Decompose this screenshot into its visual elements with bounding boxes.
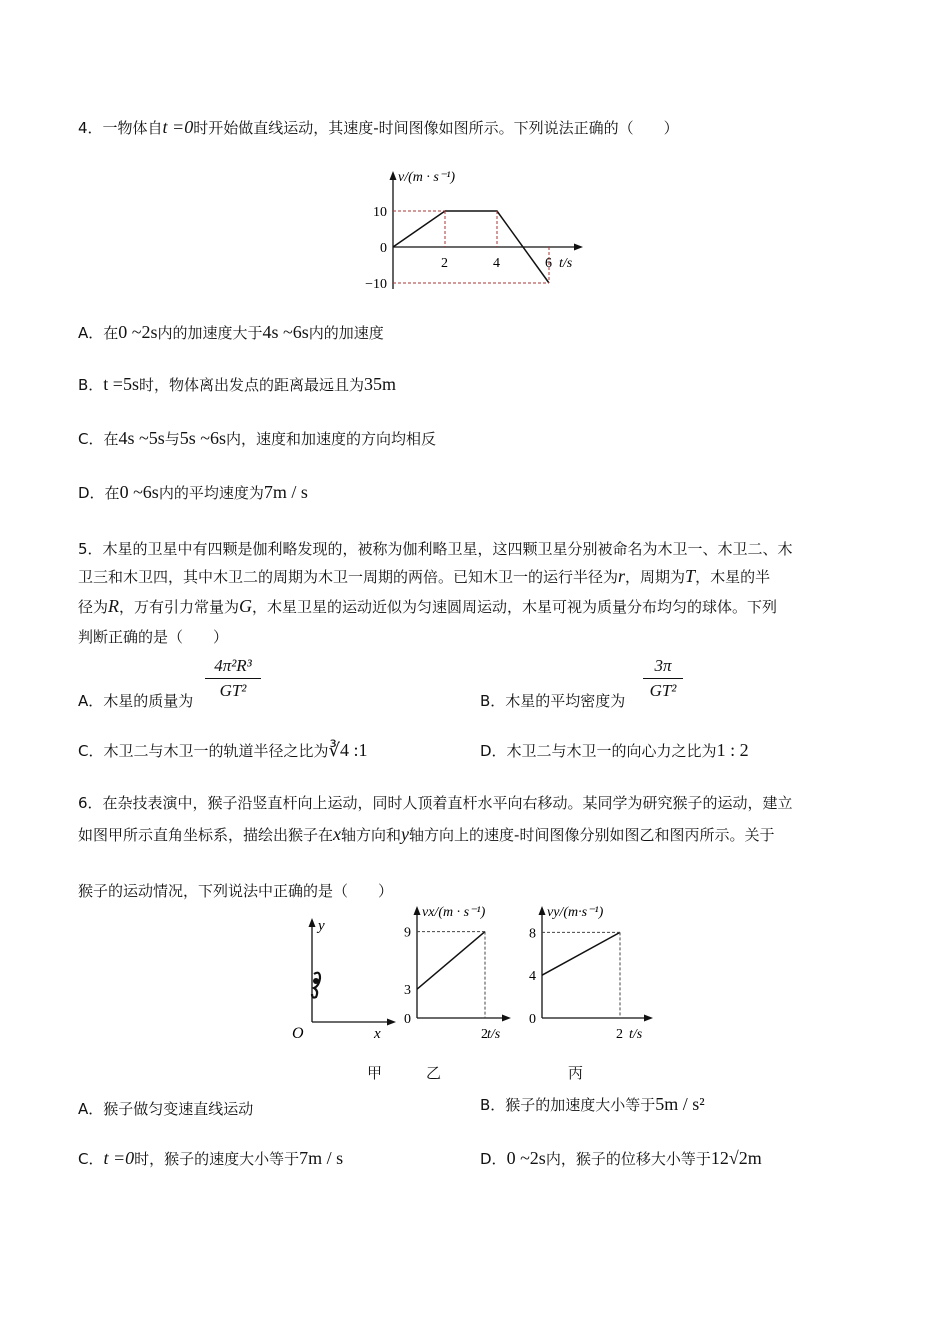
- q5-option-b-fraction: 3π GT²: [643, 656, 683, 701]
- q5-option-c[interactable]: C．木卫二与木卫一的轨道半径之比为∛4 :1: [78, 740, 368, 760]
- jia-y-label: y: [318, 918, 325, 934]
- x-axis-arrow: [502, 1015, 511, 1022]
- x-tick-label: 6: [545, 256, 552, 271]
- q5-line4: 判断正确的是（ ）: [78, 628, 229, 646]
- q4-stem: 4．一物体自t =0时开始做直线运动，其速度-时间图像如图所示。下列说法正确的（ ）: [78, 117, 679, 137]
- q5-line2: 卫三和木卫四，其中木卫二的周期为木卫一周期的两倍。已知木卫一的运行半径为r，周期为T，木星的半: [78, 566, 771, 586]
- q4-option-a[interactable]: A．在0 ~2s内的加速度大于4s ~6s内的加速度: [78, 322, 384, 342]
- q5-option-d[interactable]: D．木卫二与木卫一的向心力之比为1 : 2: [480, 740, 749, 760]
- q6-option-a[interactable]: A．猴子做匀变速直线运动: [78, 1100, 254, 1118]
- q6-line1: 6．在杂技表演中，猴子沿竖直杆向上运动，同时人顶着直杆水平向右移动。某同学为研究猴子的运动，建立: [78, 794, 793, 812]
- q5-line3: 径为R，万有引力常量为G，木星卫星的运动近似为匀速圆周运动，木星可视为质量分布均匀的球体。下列: [78, 596, 778, 616]
- q6-fig-jia: [290, 912, 400, 1042]
- x-tick-label: 2: [441, 256, 448, 271]
- y-tick-label: 0: [404, 1012, 411, 1027]
- y-axis-label: vx/(m · s⁻¹): [422, 905, 486, 920]
- jia-x-label: x: [374, 1026, 381, 1042]
- y-tick-label: 3: [404, 983, 411, 999]
- x-axis-arrow: [644, 1015, 653, 1022]
- caption-yi: 乙: [426, 1064, 442, 1082]
- y-tick-label: −10: [365, 277, 387, 292]
- y-tick-label: 0: [380, 241, 387, 256]
- q6-line2: 如图甲所示直角坐标系，描绘出猴子在x轴方向和y轴方向上的速度-时间图像分别如图乙和图丙所示。关于: [78, 824, 775, 844]
- y-tick-label: 4: [529, 969, 536, 985]
- x-axis-label: t/s: [629, 1027, 643, 1040]
- q5-line1: 5．木星的卫星中有四颗是伽利略发现的，被称为伽利略卫星，这四颗卫星分别被命名为木卫一、木卫二、木: [78, 540, 793, 558]
- monkey-icon: [312, 973, 320, 998]
- caption-jia: 甲: [367, 1064, 383, 1082]
- y-axis-label: v/(m · s⁻¹): [398, 170, 456, 185]
- q5-option-a-fraction: 4π²R³ GT²: [205, 656, 261, 701]
- q6-option-c[interactable]: C．t =0时，猴子的速度大小等于7m / s: [78, 1148, 344, 1168]
- y-tick-label: 0: [529, 1012, 536, 1027]
- jia-origin-label: O: [292, 1025, 304, 1042]
- q5-option-a[interactable]: A．木星的质量为: [78, 692, 194, 710]
- q5-option-b[interactable]: B．木星的平均密度为: [480, 692, 626, 710]
- series-line: [417, 932, 485, 990]
- y-axis-arrow: [539, 906, 546, 915]
- y-tick-label: 8: [529, 926, 536, 942]
- y-tick-label: 9: [404, 925, 411, 941]
- q4-vt-graph: [355, 165, 595, 295]
- y-axis-arrow: [414, 906, 421, 915]
- q6-option-d[interactable]: D．0 ~2s内，猴子的位移大小等于12√2m: [480, 1148, 762, 1168]
- x-axis-label: t/s: [487, 1027, 501, 1040]
- q4-option-d[interactable]: D．在0 ~6s内的平均速度为7m / s: [78, 482, 308, 502]
- q6-fig-yi: [395, 900, 520, 1040]
- y-tick-label: 10: [373, 205, 387, 220]
- x-axis-label: t/s: [559, 256, 573, 271]
- q4-option-c[interactable]: C．在4s ~5s与5s ~6s内，速度和加速度的方向均相反: [78, 428, 437, 448]
- x-tick-label: 2: [481, 1027, 488, 1040]
- q6-fig-bing: [522, 900, 662, 1040]
- caption-bing: 丙: [568, 1064, 584, 1082]
- q4-option-b[interactable]: B．t =5s时，物体离出发点的距离最远且为35m: [78, 374, 396, 394]
- y-axis-label: vy/(m·s⁻¹): [547, 905, 604, 920]
- x-tick-label: 4: [493, 256, 500, 271]
- y-axis-arrow: [390, 171, 397, 180]
- series-line: [542, 932, 620, 975]
- q6-line3: 猴子的运动情况，下列说法中正确的是（ ）: [78, 882, 394, 900]
- x-tick-label: 2: [616, 1027, 623, 1040]
- q6-option-b[interactable]: B．猴子的加速度大小等于5m / s²: [480, 1094, 705, 1114]
- x-axis-arrow: [574, 244, 583, 251]
